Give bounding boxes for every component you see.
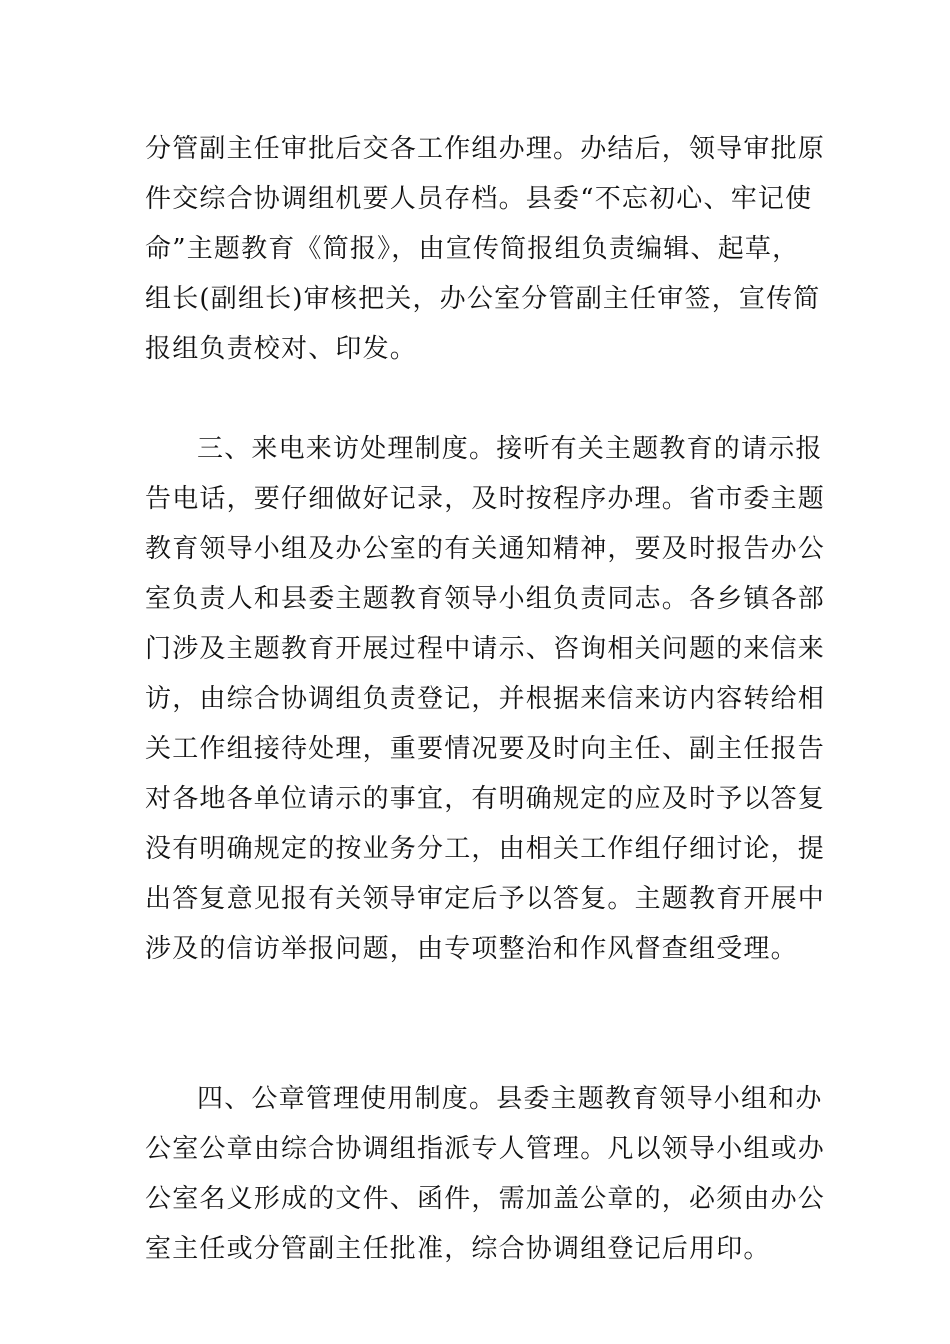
text-line: 室负责人和县委主题教育领导小组负责同志。各乡镇各部 (145, 584, 826, 614)
text-line: 出答复意见报有关领导审定后予以答复。主题教育开展中 (145, 884, 826, 914)
text-line: 访，由综合协调组负责登记，并根据来信来访内容转给相 (145, 684, 826, 714)
text-line: 室主任或分管副主任批准，综合协调组登记后用印。 (145, 1234, 771, 1264)
text-line: 教育领导小组及办公室的有关通知精神，要及时报告办公 (145, 534, 826, 564)
text-line: 对各地各单位请示的事宜，有明确规定的应及时予以答复 (145, 784, 826, 814)
text-line: 报组负责校对、印发。 (145, 334, 418, 364)
paragraph-approval-procedure (145, 124, 826, 374)
text-line: 四、公章管理使用制度。县委主题教育领导小组和办 (197, 1084, 823, 1114)
text-line: 公室公章由综合协调组指派专人管理。凡以领导小组或办 (145, 1134, 826, 1164)
text-line: 门涉及主题教育开展过程中请示、咨询相关问题的来信来 (145, 634, 826, 664)
text-line: 告电话，要仔细做好记录，及时按程序办理。省市委主题 (145, 484, 826, 514)
paragraph-seal-management-system (145, 1074, 826, 1274)
text-line: 组长(副组长)审核把关，办公室分管副主任审签，宣传简 (145, 284, 821, 314)
text-line: 分管副主任审批后交各工作组办理。办结后，领导审批原 (145, 134, 826, 164)
text-line: 没有明确规定的按业务分工，由相关工作组仔细讨论，提 (145, 834, 826, 864)
text-line: 三、来电来访处理制度。接听有关主题教育的请示报 (197, 434, 823, 464)
paragraph-calls-visits-system (145, 424, 826, 974)
text-line: 件交综合协调组机要人员存档。县委“不忘初心、牢记使 (145, 184, 813, 214)
text-line: 命”主题教育《简报》，由宣传简报组负责编辑、起草， (145, 234, 800, 264)
text-line: 涉及的信访举报问题，由专项整治和作风督查组受理。 (145, 934, 798, 964)
text-line: 关工作组接待处理，重要情况要及时向主任、副主任报告 (145, 734, 826, 764)
text-line: 公室名义形成的文件、函件，需加盖公章的，必须由办公 (145, 1184, 826, 1214)
